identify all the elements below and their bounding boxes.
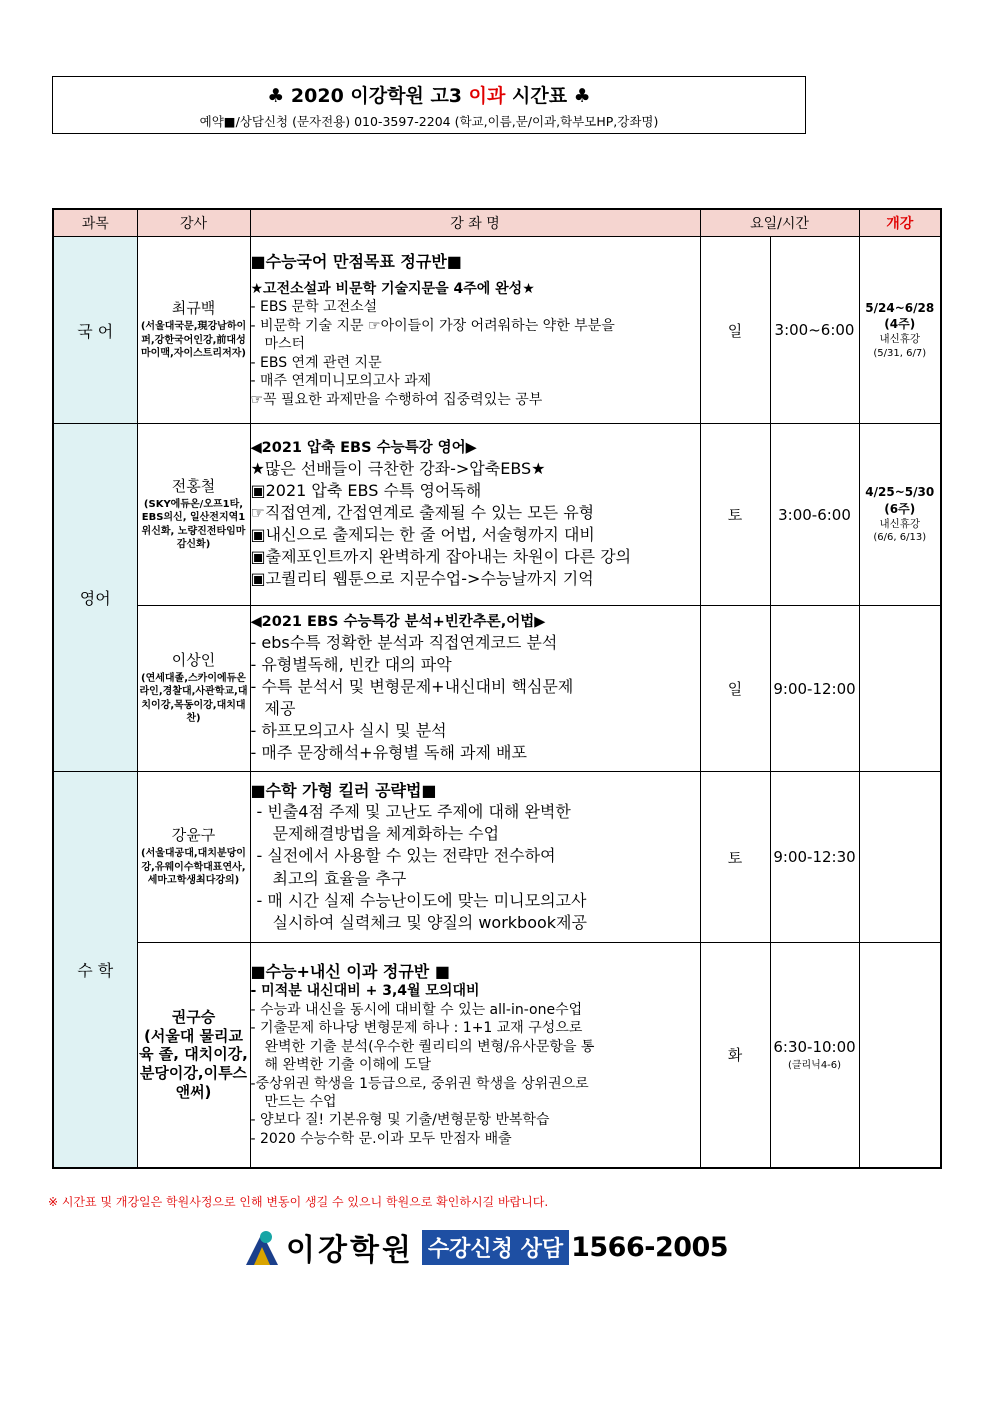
course-line: - ebs수특 정확한 분석과 직접연계코드 분석 — [250, 632, 558, 652]
course-line: 완벽한 기출 분석(우수한 퀄리티의 변형/유사문항을 통 — [264, 1038, 595, 1055]
course-line: ★많은 선배들이 극찬한 강좌->압축EBS★ — [250, 458, 546, 478]
teacher-credentials: (SKY에듀온/오프1타, EBS의신, 일산전지역1위신화, 노량진전타임마감신화) — [141, 498, 246, 551]
course-line: - 하프모의고사 실시 및 분석 — [250, 721, 447, 741]
col-subject: 과목 — [53, 209, 137, 237]
teacher-name: 전홍철 — [171, 477, 216, 496]
course-line: 제공 — [264, 699, 296, 719]
course-subtitle: - 미적분 내신대비 + 3,4월 모의대비 — [250, 983, 480, 1000]
teacher-name: 이상인 — [171, 651, 216, 670]
teacher-credentials: (서울대 물리교육 졸, 대치이강,분당이강,이투스앤써) — [139, 1026, 248, 1101]
open-cell-empty — [859, 606, 941, 772]
day-cell: 일 — [700, 606, 770, 772]
course-line: - EBS 문학 고전소설 — [250, 299, 378, 316]
footer-banner — [242, 1226, 728, 1268]
course-line: - 매주 문장해석+유형별 독해 과제 배포 — [250, 743, 527, 763]
course-line: 마스터 — [264, 336, 306, 353]
course-line: - 비문학 기술 지문 ☞아이들이 가장 어려워하는 약한 부분을 — [250, 317, 615, 334]
course-line: - 빈출4점 주제 및 고난도 주제에 대해 완벽한 — [256, 802, 571, 822]
time-cell: 3:00~6:00 — [770, 237, 859, 424]
time-cell: 9:00-12:30 — [770, 772, 859, 943]
subject-cell: 영어 — [53, 424, 137, 772]
day-cell: 화 — [700, 943, 770, 1168]
table-row — [53, 606, 941, 772]
course-line: - 매주 연계미니모의고사 과제 — [250, 373, 432, 390]
course-line: 실시하여 실력체크 및 양질의 workbook제공 — [272, 912, 587, 932]
table-row — [53, 772, 941, 943]
course-line: - 양보다 질! 기본유형 및 기출/변형문항 반복학습 — [250, 1112, 550, 1129]
course-line: - 유형별독해, 빈칸 대의 파악 — [250, 654, 452, 674]
time-value: 6:30-10:00 — [773, 1038, 856, 1057]
course-line: - 2020 수능수학 문.이과 모두 만점자 배출 — [250, 1130, 512, 1147]
open-cell-empty — [859, 772, 941, 943]
academy-logo-icon — [242, 1227, 282, 1267]
course-line: 만드는 수업 — [264, 1094, 337, 1110]
course-line: 최고의 효율을 추구 — [272, 868, 407, 888]
subject-cell: 수 학 — [53, 772, 137, 1168]
course-cell — [250, 606, 700, 772]
course-title: ■수능국어 만점목표 정규반■ — [250, 251, 462, 271]
page-title — [53, 81, 805, 108]
title-highlight: 이과 — [468, 85, 506, 107]
time-cell: 9:00-12:00 — [770, 606, 859, 772]
day-cell: 토 — [700, 772, 770, 943]
course-line: - 수능과 내신을 동시에 대비할 수 있는 all-in-one수업 — [250, 1001, 583, 1018]
course-title: ◀2021 압축 EBS 수능특강 영어▶ — [250, 439, 477, 456]
teacher-cell — [137, 237, 250, 424]
course-line: -중상위권 학생을 1등급으로, 중위권 학생을 상위권으로 — [250, 1075, 589, 1092]
day-cell: 일 — [700, 237, 770, 424]
time-cell — [770, 943, 859, 1168]
course-line: ▣출제포인트까지 완벽하게 잡아내는 차원이 다른 강의 — [250, 547, 632, 567]
open-note: 내신휴강 — [879, 517, 921, 530]
title-post: 시간표 ♣ — [505, 85, 591, 107]
open-weeks: (6주) — [884, 501, 916, 516]
col-course: 강 좌 명 — [250, 209, 700, 237]
title-box — [52, 76, 806, 134]
open-weeks: (4주) — [884, 317, 916, 332]
teacher-credentials: (서울대공대,대치분당이강,유웨이수학대표연사,세마고학생최다강의) — [141, 848, 246, 887]
teacher-name: 권구승 — [171, 1007, 216, 1026]
course-line: ★고전소설과 비문학 기술지문을 4주에 완성★ — [250, 280, 535, 297]
course-cell — [250, 943, 700, 1168]
teacher-name: 최규백 — [171, 299, 216, 318]
open-note: 내신휴강 — [879, 333, 921, 346]
teacher-cell — [137, 424, 250, 606]
course-line: ▣내신으로 출제되는 한 줄 어법, 서술형까지 대비 — [250, 525, 595, 545]
subject-cell: 국 어 — [53, 237, 137, 424]
table-row — [53, 237, 941, 424]
notice-text: ※ 시간표 및 개강일은 학원사정으로 인해 변동이 생길 수 있으니 학원으로 확인하시길 바랍니다. — [48, 1195, 549, 1209]
course-title: ■수능+내신 이과 정규반 ■ — [250, 962, 450, 982]
teacher-name: 강윤구 — [171, 826, 216, 845]
time-cell: 3:00-6:00 — [770, 424, 859, 606]
open-dates: (5/31, 6/7) — [873, 347, 927, 359]
teacher-cell — [137, 943, 250, 1168]
open-cell — [859, 424, 941, 606]
course-cell — [250, 424, 700, 606]
course-line: - EBS 연계 관련 지문 — [250, 354, 382, 371]
open-cell — [859, 237, 941, 424]
col-open: 개강 — [859, 209, 941, 237]
course-line: - 매 시간 실제 수능난이도에 맞는 미니모의고사 — [256, 890, 587, 910]
course-cell — [250, 237, 700, 424]
open-cell-empty — [859, 943, 941, 1168]
phone-number: 1566-2005 — [571, 1231, 729, 1263]
day-cell: 토 — [700, 424, 770, 606]
course-cell — [250, 772, 700, 943]
table-row — [53, 943, 941, 1168]
course-line: - 수특 분석서 및 변형문제+내신대비 핵심문제 — [250, 676, 574, 696]
teacher-credentials: (연세대졸,스카이에듀온라인,경찰대,사관학교,대치이강,목동이강,대치대찬) — [139, 672, 248, 725]
col-teacher: 강사 — [137, 209, 250, 237]
title-pre: ♣ 2020 이강학원 고3 — [267, 85, 469, 107]
course-title: ◀2021 EBS 수능특강 분석+빈칸추론,어법▶ — [250, 613, 546, 630]
teacher-credentials: (서울대국문,現강남하이퍼,강한국어인강,前대성마이맥,자이스트리저자) — [140, 321, 247, 360]
open-date: 4/25~5/30 — [865, 485, 935, 500]
table-row — [53, 424, 941, 606]
course-line: 문제해결방법을 체계화하는 수업 — [272, 824, 500, 844]
time-note: (클리닉4-6) — [787, 1060, 842, 1072]
apply-label: 수강신청 상담 — [422, 1230, 569, 1265]
course-line: ▣고퀄리티 웹툰으로 지문수업->수능날까지 기억 — [250, 569, 594, 589]
course-line: 해 완벽한 기출 이해에 도달 — [264, 1057, 432, 1074]
col-daytime: 요일/시간 — [700, 209, 859, 237]
course-line: ☞꼭 필요한 과제만을 수행하여 집중력있는 공부 — [250, 391, 543, 408]
course-line: ▣2021 압축 EBS 수특 영어독해 — [250, 480, 482, 500]
teacher-cell — [137, 772, 250, 943]
teacher-cell — [137, 606, 250, 772]
academy-name: 이강학원 — [286, 1233, 414, 1268]
open-dates: (6/6, 6/13) — [873, 532, 927, 544]
course-line: - 실전에서 사용할 수 있는 전략만 전수하여 — [256, 846, 556, 866]
course-line: ☞직접연계, 간접연계로 출제될 수 있는 모든 유형 — [250, 502, 595, 522]
contact-subtitle: 예약■/상담신청 (문자전용) 010-3597-2204 (학교,이름,문/이과,학부모HP,강좌명) — [199, 114, 659, 129]
schedule-table — [52, 208, 942, 1169]
course-line: - 기출문제 하나당 변형문제 하나 : 1+1 교재 구성으로 — [250, 1020, 583, 1037]
table-header-row — [53, 209, 941, 237]
open-date: 5/24~6/28 — [865, 300, 935, 315]
course-title: ■수학 가형 킬러 공략법■ — [250, 781, 437, 801]
